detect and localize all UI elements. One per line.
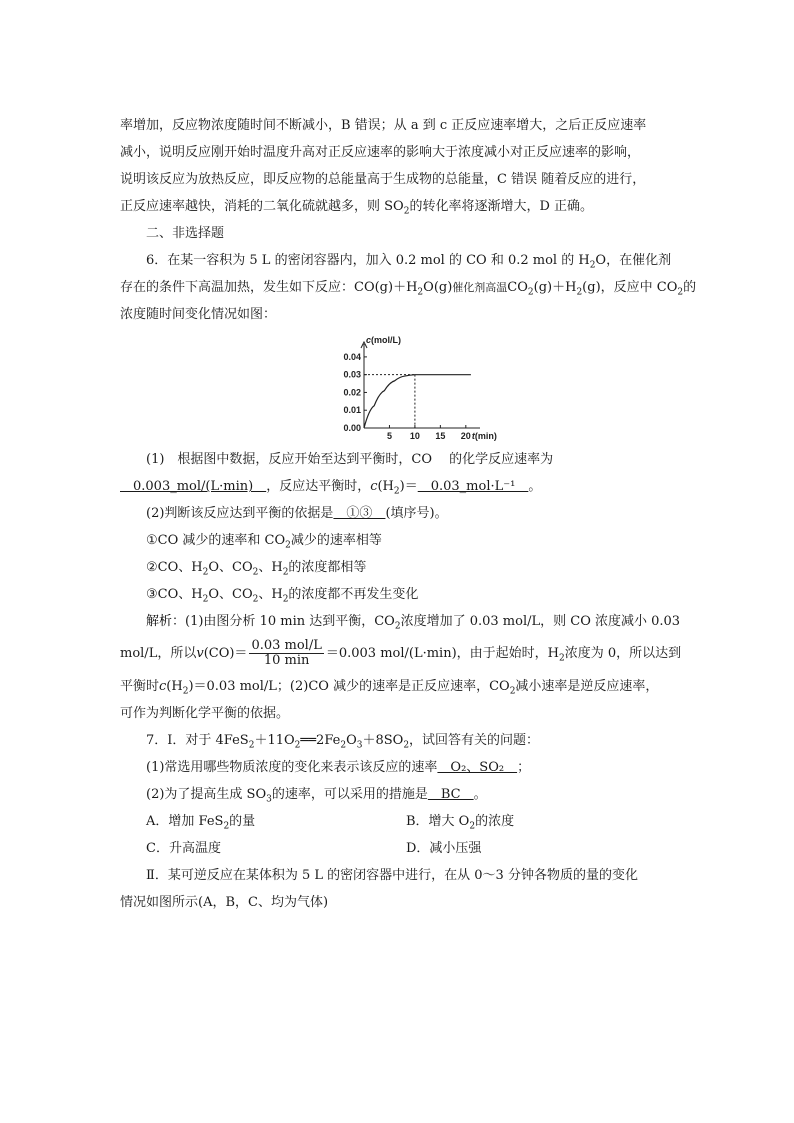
- text: (填序号)。: [385, 506, 448, 521]
- fraction-numerator: 0.03 mol/L: [251, 638, 322, 653]
- x-axis-label: t(min): [471, 431, 497, 441]
- text: O: [346, 733, 357, 748]
- option-a: [146, 808, 406, 835]
- text: 减小，说明反应刚开始时温度升高对正反应速率的影响大于浓度减小对正反应速率的影响，: [120, 145, 641, 160]
- analysis-label: 解析: [146, 614, 173, 629]
- text: A．增加 FeS: [146, 814, 224, 829]
- y-tick-label: 0.01: [343, 405, 361, 416]
- text: 可作为判断化学平衡的依据。: [120, 706, 290, 721]
- subscript: 2: [252, 594, 259, 605]
- y-tick-label: 0.00: [343, 423, 361, 433]
- q7-part-ii-line-1: [120, 862, 680, 889]
- q7-part1: [120, 754, 680, 781]
- q6-option-1: [120, 527, 680, 554]
- document-page: [120, 112, 697, 916]
- q6-part1-line-1: [120, 446, 680, 473]
- x-tick-label: 10: [409, 431, 420, 441]
- text: 减少的速率相等: [290, 533, 382, 548]
- subscript: 2: [403, 206, 410, 217]
- q6-analysis-line-1: [120, 608, 680, 635]
- text: 的速率，可以采用的措施是: [271, 787, 428, 802]
- text: mol/L，所以: [120, 646, 197, 661]
- chart-svg: [328, 334, 497, 446]
- text: 二、非选择题: [146, 226, 225, 241]
- text: 情况如图所示(A，B，C、均为气体): [120, 895, 329, 910]
- subscript: 2: [223, 821, 230, 832]
- text: )＝: [399, 479, 418, 494]
- prev-answer-line-2: [120, 139, 680, 166]
- q6-option-2: [120, 554, 680, 581]
- subscript: 2: [559, 653, 565, 664]
- subscript: 2: [403, 740, 410, 751]
- section-heading: [120, 220, 680, 247]
- text: O、CO: [208, 587, 253, 602]
- text: ②CO、H: [146, 560, 203, 575]
- text: (g)，反应中 CO: [582, 280, 678, 295]
- text: (H: [166, 679, 183, 694]
- text: (2)为了提高生成 SO: [146, 787, 267, 802]
- subscript: 2: [282, 594, 289, 605]
- text: (CO)＝: [203, 646, 248, 661]
- q6-part2-line: [120, 500, 680, 527]
- text: ＝0.003 mol/(L·min)，由于起始时，H: [325, 646, 559, 661]
- q6-analysis-line-3: [120, 673, 680, 700]
- text: 7．Ⅰ．对于 4FeS: [146, 733, 249, 748]
- text: 的浓度都相等: [288, 560, 367, 575]
- answer-measures: BC: [427, 787, 474, 802]
- option-d: D．减小压强: [406, 841, 482, 856]
- text: CO: [507, 280, 528, 295]
- text: 、H: [258, 587, 283, 602]
- fraction-denominator: 10 min: [263, 653, 310, 668]
- text: ＋11O: [254, 733, 295, 748]
- text: 浓度增加了 0.03 mol/L，则 CO 浓度减小 0.03: [400, 614, 681, 629]
- q6-line-2: [120, 274, 697, 301]
- y-tick-label: 0.02: [343, 387, 361, 398]
- q7-part2: [120, 781, 680, 808]
- subscript: 2: [340, 740, 347, 751]
- q7-options-row-2: [120, 835, 680, 862]
- reaction-arrow: 催化剂高温: [452, 281, 508, 294]
- q7-part-ii-line-2: [120, 889, 680, 916]
- text: (H: [377, 479, 394, 494]
- text: ：(1)由图分析 10 min 达到平衡，CO: [172, 614, 395, 629]
- option-b: [406, 808, 514, 835]
- text: 减小速率是逆反应速率，: [515, 679, 659, 694]
- y-tick-label: 0.03: [343, 369, 361, 380]
- q6-analysis-line-2: [120, 635, 680, 673]
- text: 平衡时: [120, 679, 160, 694]
- italic-v: v: [196, 646, 204, 661]
- q7-line-1: [120, 727, 680, 754]
- subscript: 2: [589, 260, 596, 271]
- text: 6．在某一容积为 5 L 的密闭容器内，加入 0.2 mol 的 CO 和 0.2 mol 的 H: [146, 253, 590, 268]
- answer-equilibrium-basis: ①③: [333, 506, 386, 521]
- text: 浓度随时间变化情况如图：: [120, 307, 277, 322]
- text: 、H: [258, 560, 283, 575]
- prev-answer-line-4: [120, 193, 680, 220]
- text: 随着反应的进行，: [541, 172, 646, 187]
- answer-h2-concentration: 0.03_mol·L⁻¹: [417, 479, 529, 494]
- answer-rate: 0.003_mol/(L·min): [120, 479, 267, 494]
- rate-fraction: [249, 639, 323, 668]
- subscript: 2: [282, 567, 289, 578]
- subscript: 2: [202, 594, 209, 605]
- subscript: 3: [266, 794, 272, 805]
- co2-concentration-chart: [120, 328, 680, 446]
- subscript: 2: [182, 686, 189, 697]
- text: )＝0.03 mol/L；(2)CO 减少的速率是正反应速率，CO: [188, 679, 510, 694]
- text: B．增大 O: [406, 814, 470, 829]
- subscript: 2: [417, 287, 424, 298]
- text: ①CO 减少的速率和 CO: [146, 533, 286, 548]
- text: 说明该反应为放热反应，即反应物的总能量高于生成物的总能量，C 错误: [120, 172, 538, 187]
- q6-line-3: [120, 301, 680, 328]
- subscript: 2: [393, 486, 400, 497]
- y-axis-label: c(mol/L): [366, 335, 402, 345]
- text: 存在的条件下高温加热，发生如下反应：CO(g)＋H: [120, 280, 418, 295]
- text: 的量: [229, 814, 256, 829]
- text: (g)＋H: [533, 280, 577, 295]
- text: 的: [683, 280, 697, 295]
- text: 的浓度都不再发生变化: [288, 587, 419, 602]
- subscript: 2: [248, 740, 255, 751]
- q6-part1-line-2: [120, 473, 680, 500]
- text: Ⅱ．某可逆反应在某体积为 5 L 的密闭容器中进行，在从 0～3 分钟各物质的量的变化: [146, 868, 638, 883]
- text: ；: [517, 760, 531, 775]
- q7-options-row-1: [120, 808, 680, 835]
- x-tick-label: 5: [386, 431, 392, 441]
- text: ══2Fe: [300, 733, 341, 748]
- text: O(g): [423, 280, 453, 295]
- text: 。: [528, 479, 542, 494]
- text: 浓度为 0，所以达到: [564, 646, 682, 661]
- text: 。: [473, 787, 487, 802]
- text: O、CO: [208, 560, 253, 575]
- text: 的转化率将逐渐增大，D 正确。: [409, 199, 593, 214]
- text: (1)常选用哪些物质浓度的变化来表示该反应的速率: [146, 760, 438, 775]
- text: ，试回答有关的问题：: [409, 733, 540, 748]
- text: ＋8SO: [362, 733, 404, 748]
- text: 率增加，反应物浓度随时间不断减小，B 错误；从 a 到 c 正反应速率增大，之后正反应速率: [120, 118, 647, 133]
- text: (1) 根据图中数据，反应开始至达到平衡时，CO 的化学反应速率为: [146, 452, 554, 467]
- subscript: 2: [677, 287, 684, 298]
- q6-analysis-line-4: [120, 700, 680, 727]
- italic-c: c: [159, 679, 167, 694]
- subscript: 2: [252, 567, 259, 578]
- subscript: 2: [527, 287, 534, 298]
- subscript: 2: [576, 287, 583, 298]
- q6-line-1: [120, 247, 680, 274]
- prev-answer-line-3: [120, 166, 680, 193]
- subscript: 2: [394, 621, 401, 632]
- prev-answer-line-1: [120, 112, 680, 139]
- subscript: 2: [509, 686, 516, 697]
- text: 正反应速率越快，消耗的二氧化硫就越多，则 SO: [120, 199, 404, 214]
- x-tick-label: 15: [435, 431, 446, 441]
- italic-c: c: [370, 479, 378, 494]
- subscript: 2: [202, 567, 209, 578]
- y-tick-label: 0.04: [343, 351, 361, 362]
- x-tick-label: 20: [460, 431, 471, 441]
- answer-substances: O₂、SO₂: [437, 760, 518, 775]
- text: ③CO、H: [146, 587, 203, 602]
- text: (2)判断该反应达到平衡的依据是: [146, 506, 334, 521]
- subscript: 2: [294, 740, 301, 751]
- subscript: 3: [356, 740, 363, 751]
- subscript: 2: [469, 821, 476, 832]
- option-c: C．升高温度: [146, 841, 221, 856]
- text: O，在催化剂: [595, 253, 672, 268]
- series-line-co2: [364, 375, 471, 428]
- q6-option-3: [120, 581, 680, 608]
- text: ，反应达平衡时，: [266, 479, 371, 494]
- subscript: 2: [285, 540, 291, 551]
- text: 的浓度: [475, 814, 515, 829]
